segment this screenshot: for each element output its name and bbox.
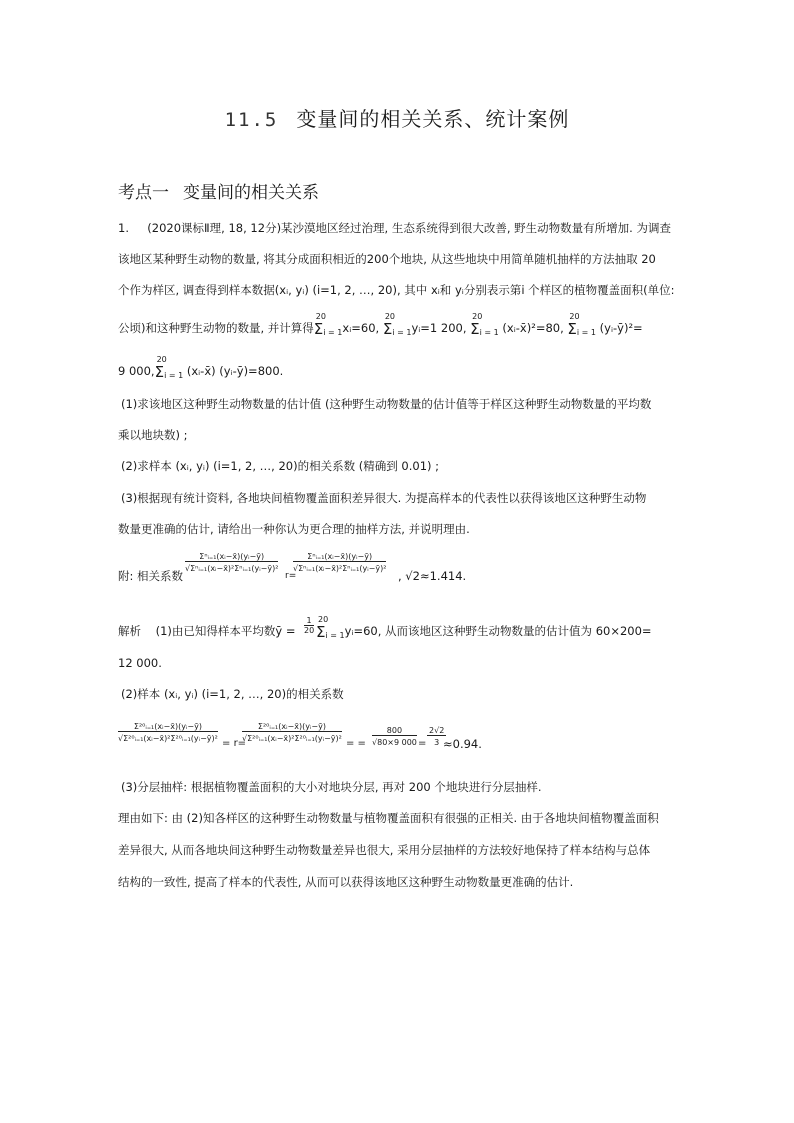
calc-eq-signs: = = — [346, 738, 366, 749]
sum-sign: Σ — [316, 623, 326, 641]
problem-line-3: 个作为样区, 调查得到样本数据(xᵢ, yᵢ) (i=1, 2, …, 20), 其中 xᵢ和 yᵢ分别表示第i 个样区的植物覆盖面积(单位: — [118, 283, 675, 297]
sum-x: xᵢ=60, — [342, 321, 380, 335]
calc-num-2: Σ²⁰ᵢ₌₁(xᵢ−x̄)(yᵢ−ȳ) — [257, 722, 326, 731]
calc-den-3: √80×9 000 — [372, 738, 417, 747]
calc-eq2: = — [418, 738, 427, 749]
sum-symbol — [154, 355, 167, 381]
sum-upper: 20 — [318, 615, 329, 624]
problem-line-5 — [118, 355, 284, 384]
sum-sign: Σ — [567, 320, 577, 338]
solution-label: 解析 — [118, 624, 141, 638]
formula-denominator-2: √Σⁿᵢ₌₁(xᵢ−x̄)²Σⁿᵢ₌₁(yᵢ−ȳ)² — [293, 564, 387, 573]
title-text: 变量间的相关关系、统计案例 — [296, 107, 570, 131]
formula-denominator: √Σⁿᵢ₌₁(xᵢ−x̄)²Σⁿᵢ₌₁(yᵢ−ȳ)² — [185, 564, 279, 573]
sum-sign: Σ — [313, 320, 324, 338]
appendix-tail: , √2≈1.414. — [398, 569, 467, 583]
calc-num-4: 2√2 — [429, 726, 445, 735]
mean-frac-num: 1 — [306, 616, 312, 625]
problem-number: 1. — [118, 221, 129, 235]
sum-lower: i = 1 — [164, 371, 184, 380]
problem-line-1 — [118, 220, 671, 236]
calc-fraction-1 — [118, 722, 218, 743]
line4-text: 公顷)和这种野生动物的数量, 并计算得 — [118, 321, 314, 335]
calc-fraction-2 — [242, 722, 342, 743]
sum-y-sq: (yᵢ-ȳ)²= — [599, 321, 643, 335]
appendix-label: 附: 相关系数 — [118, 569, 184, 583]
solution-3: (3)分层抽样: 根据植物覆盖面积的大小对地块分层, 再对 200 个地块进行分层抽样. — [121, 780, 542, 794]
calc-r: r= — [233, 738, 247, 749]
question-1-line-1: (1)求该地区这种野生动物数量的估计值 (这种野生动物数量的估计值等于样区这种野生动物数量的平均数 — [121, 397, 652, 411]
sum-upper: 20 — [156, 355, 167, 364]
sum-lower: i = 1 — [576, 328, 596, 337]
page-title — [0, 103, 794, 132]
solution-1-text: (1)由已知得样本平均数ȳ = — [155, 624, 296, 638]
sum-upper: 20 — [384, 312, 396, 321]
problem-line-2: 该地区某种野生动物的数量, 将其分成面积相近的200个地块, 从这些地块中用简单随机抽样的方法抽取 20 — [118, 252, 656, 266]
formula-numerator-2: Σⁿᵢ₌₁(xᵢ−x̄)(yᵢ−ȳ) — [307, 552, 373, 561]
solution-line-2: 12 000. — [118, 656, 162, 670]
problem-line-4 — [118, 312, 643, 341]
sum-upper: 20 — [472, 312, 483, 321]
calc-den-4: 3 — [434, 738, 440, 747]
formula-fraction — [185, 552, 278, 573]
reason-line-1: 理由如下: 由 (2)知各样区的这种野生动物数量与植物覆盖面积有很强的正相关. 由于各地块间植物覆盖面积 — [118, 811, 659, 825]
sum-symbol — [316, 615, 329, 641]
question-3-line-1: (3)根据现有统计资料, 各地块间植物覆盖面积差异很大. 为提高样本的代表性以获得该地区这种野生动物 — [121, 491, 647, 505]
sum-symbol — [567, 312, 580, 338]
formula-numerator: Σⁿᵢ₌₁(xᵢ−x̄)(yᵢ−ȳ) — [199, 552, 265, 561]
mean-frac-den: 20 — [304, 626, 315, 635]
calc-equals-r: = r= — [222, 738, 247, 749]
sum-symbol — [382, 312, 396, 338]
sum-lower: i = 1 — [479, 328, 499, 337]
solution-line-1 — [118, 623, 296, 639]
question-1-line-2: 乘以地块数) ; — [118, 428, 188, 442]
calc-den-1: √Σ²⁰ᵢ₌₁(xᵢ−x̄)²Σ²⁰ᵢ₌₁(yᵢ−ȳ)² — [118, 734, 218, 743]
solution-2-heading: (2)样本 (xᵢ, yᵢ) (i=1, 2, …, 20)的相关系数 — [121, 687, 344, 701]
solution-line-1b — [316, 615, 652, 644]
question-2: (2)求样本 (xᵢ, yᵢ) (i=1, 2, …, 20)的相关系数 (精确到 0.01) ; — [121, 459, 440, 473]
calc-result: ≈0.94. — [443, 737, 482, 751]
calc-num-1: Σ²⁰ᵢ₌₁(xᵢ−x̄)(yᵢ−ȳ) — [133, 722, 202, 731]
chapter-number: 11.5 — [224, 109, 279, 131]
calc-den-2: √Σ²⁰ᵢ₌₁(xᵢ−x̄)²Σ²⁰ᵢ₌₁(yᵢ−ȳ)² — [242, 734, 342, 743]
formula-fraction-2 — [293, 552, 386, 573]
calc-num-3: 800 — [386, 726, 403, 735]
sum-sign: Σ — [154, 363, 165, 381]
formula-r: r= — [285, 571, 297, 581]
sum-lower: i = 1 — [323, 328, 343, 337]
reason-line-2: 差异很大, 从而各地块间这种野生动物数量差异也很大, 采用分层抽样的方法较好地保持了样本结构与总体 — [118, 843, 651, 857]
mean-fraction — [304, 616, 314, 635]
line5-text: 9 000, — [118, 364, 155, 378]
sum-y: yᵢ=1 200, — [411, 321, 467, 335]
section-text: 变量间的相关关系 — [183, 183, 319, 203]
sum-lower: i = 1 — [392, 328, 412, 337]
solution-1-continued: yᵢ=60, 从而该地区这种野生动物数量的估计值为 60×200= — [344, 624, 652, 638]
sum-lower: i = 1 — [325, 631, 345, 640]
reason-line-3: 结构的一致性, 提高了样本的代表性, 从而可以获得该地区这种野生动物数量更准确的估计. — [118, 875, 574, 889]
sum-symbol — [470, 312, 483, 338]
sum-sign: Σ — [382, 320, 393, 338]
sum-upper: 20 — [315, 312, 326, 321]
section-heading — [118, 178, 319, 203]
section-label: 考点一 — [118, 183, 169, 203]
sum-symbol — [313, 312, 326, 338]
problem-text: (2020课标Ⅱ理, 18, 12分)某沙漠地区经过治理, 生态系统得到很大改善, 野生动物数量有所增加. 为调查 — [147, 221, 671, 235]
question-3-line-2: 数量更准确的估计, 请给出一种你认为更合理的抽样方法, 并说明理由. — [118, 522, 470, 536]
sum-sign: Σ — [470, 320, 480, 338]
sum-upper: 20 — [569, 312, 580, 321]
calc-fraction-3 — [372, 726, 417, 747]
sum-xy: (xᵢ-x̄) (yᵢ-ȳ)=800. — [186, 364, 284, 378]
sum-x-sq: (xᵢ-x̄)²=80, — [502, 321, 564, 335]
